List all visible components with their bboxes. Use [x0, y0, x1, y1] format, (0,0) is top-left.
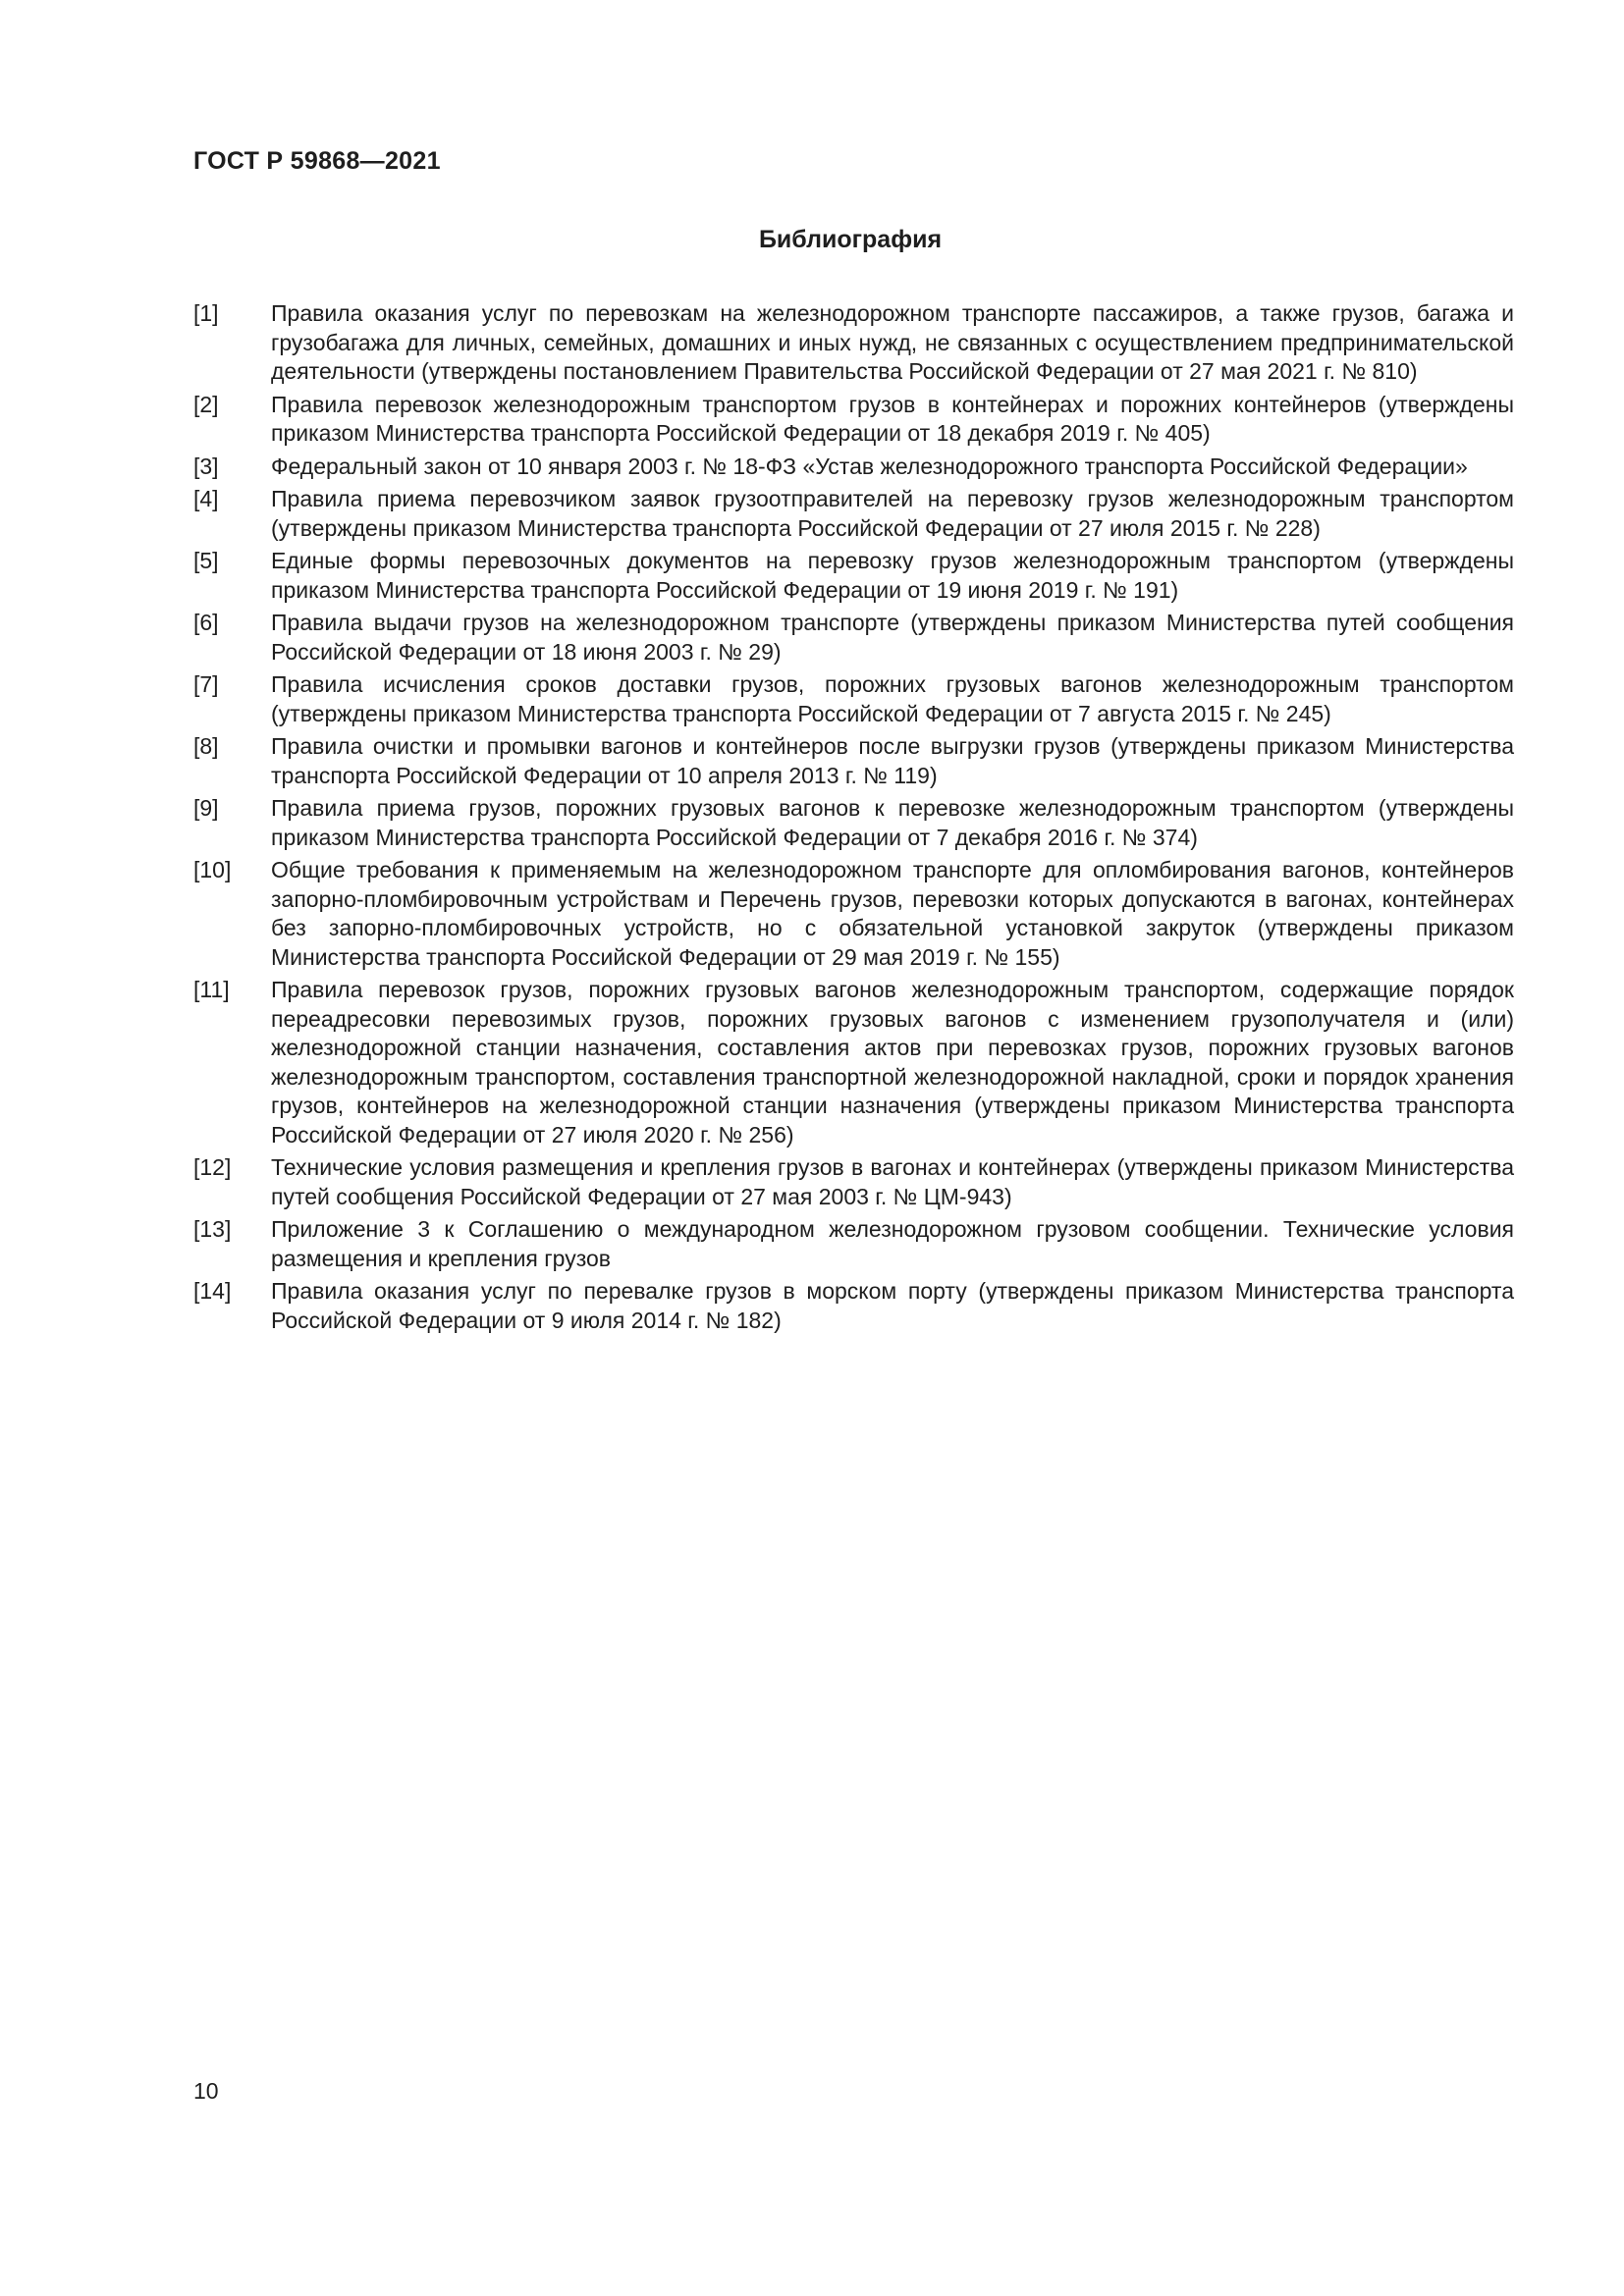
entry-text: Правила приема перевозчиком заявок грузоотправителей на перевозку грузов железнодорожным транспортом (утверждены приказом Министерства транспорта Российской Федерации от 27 июля 2015 г. № 228) [271, 486, 1514, 541]
entry-number: [13] [193, 1216, 232, 1242]
entry-number: [6] [193, 610, 219, 635]
page-number: 10 [193, 2078, 219, 2104]
entry-text: Федеральный закон от 10 января 2003 г. № 18-ФЗ «Устав железнодорожного транспорта Российской Федерации» [271, 453, 1468, 479]
bibliography-entry [193, 732, 1514, 790]
bibliography-entry [193, 299, 1514, 387]
entry-number: [8] [193, 733, 219, 759]
entry-number: [12] [193, 1154, 232, 1180]
bibliography-entry [193, 391, 1514, 449]
entry-text: Правила выдачи грузов на железнодорожном транспорте (утверждены приказом Министерства путей сообщения Российской Федерации от 18 июня 2003 г. № 29) [271, 610, 1514, 665]
entry-text: Правила приема грузов, порожних грузовых вагонов к перевозке железнодорожным транспортом (утверждены приказом Министерства транспорта Российской Федерации от 7 декабря 2016 г. № 374) [271, 795, 1514, 850]
entry-text: Приложение 3 к Соглашению о международном железнодорожном грузовом сообщении. Технические условия размещения и крепления грузов [271, 1216, 1514, 1271]
entry-text: Правила исчисления сроков доставки грузов, порожних грузовых вагонов железнодорожным транспортом (утверждены приказом Министерства транспорта Российской Федерации от 7 августа 2015 г. № 245) [271, 671, 1514, 726]
entry-text: Правила оказания услуг по перевалке грузов в морском порту (утверждены приказом Министерства транспорта Российской Федерации от 9 июля 2014 г. № 182) [271, 1278, 1514, 1333]
bibliography-entry [193, 670, 1514, 728]
entry-text: Технические условия размещения и крепления грузов в вагонах и контейнерах (утверждены приказом Министерства путей сообщения Российской Федерации от 27 мая 2003 г. № ЦМ-943) [271, 1154, 1514, 1209]
entry-text: Общие требования к применяемым на железнодорожном транспорте для опломбирования вагонов, контейнеров запорно-пломбировочным устройствам и Перечень грузов, перевозки которых допускаются в вагонах, контейнерах без запорно-пломбировочных устройств, но с обязательной установкой закруток (утверждены приказом Министерства транспорта Российской Федерации от 29 мая 2019 г. № 155) [271, 857, 1514, 970]
bibliography-entry [193, 1153, 1514, 1211]
entry-text: Правила перевозок грузов, порожних грузовых вагонов железнодорожным транспортом, содержащие порядок переадресовки перевозимых грузов, порожних грузовых вагонов с изменением грузополучателя и (или) железнодорожной станции назначения, составления актов при перевозках грузов, порожних грузовых вагонов железнодорожным транспортом, составления транспортной железнодорожной накладной, сроки и порядок хранения грузов, контейнеров на железнодорожной станции назначения (утверждены приказом Министерства транспорта Российской Федерации от 27 июля 2020 г. № 256) [271, 977, 1514, 1148]
entry-number: [5] [193, 548, 219, 573]
entry-number: [4] [193, 486, 219, 511]
document-code: ГОСТ Р 59868—2021 [193, 147, 441, 175]
entry-number: [7] [193, 671, 219, 697]
entry-number: [3] [193, 453, 219, 479]
entry-number: [11] [193, 977, 230, 1002]
bibliography-entry [193, 1277, 1514, 1335]
bibliography-list [193, 299, 1514, 1339]
bibliography-entry [193, 1215, 1514, 1273]
entry-number: [2] [193, 391, 219, 417]
bibliography-title: Библиография [758, 226, 943, 253]
bibliography-entry [193, 485, 1514, 543]
entry-text: Правила оказания услуг по перевозкам на железнодорожном транспорте пассажиров, а также грузов, багажа и грузобагажа для личных, семейных, домашних и иных нужд, не связанных с осуществлением предпринимательской деятельности (утверждены постановлением Правительства Российской Федерации от 27 мая 2021 г. № 810) [271, 300, 1514, 384]
entry-text: Единые формы перевозочных документов на перевозку грузов железнодорожным транспортом (утверждены приказом Министерства транспорта Российской Федерации от 19 июня 2019 г. № 191) [271, 548, 1514, 603]
bibliography-entry [193, 794, 1514, 852]
entry-text: Правила перевозок железнодорожным транспортом грузов в контейнерах и порожних контейнеров (утверждены приказом Министерства транспорта Российской Федерации от 18 декабря 2019 г. № 405) [271, 391, 1514, 446]
entry-number: [14] [193, 1278, 232, 1304]
bibliography-entry [193, 856, 1514, 972]
entry-number: [1] [193, 300, 219, 326]
bibliography-entry [193, 453, 1514, 482]
bibliography-entry [193, 547, 1514, 605]
bibliography-entry [193, 609, 1514, 667]
entry-text: Правила очистки и промывки вагонов и контейнеров после выгрузки грузов (утверждены приказом Министерства транспорта Российской Федерации от 10 апреля 2013 г. № 119) [271, 733, 1514, 788]
entry-number: [10] [193, 857, 232, 882]
entry-number: [9] [193, 795, 219, 821]
bibliography-entry [193, 976, 1514, 1149]
